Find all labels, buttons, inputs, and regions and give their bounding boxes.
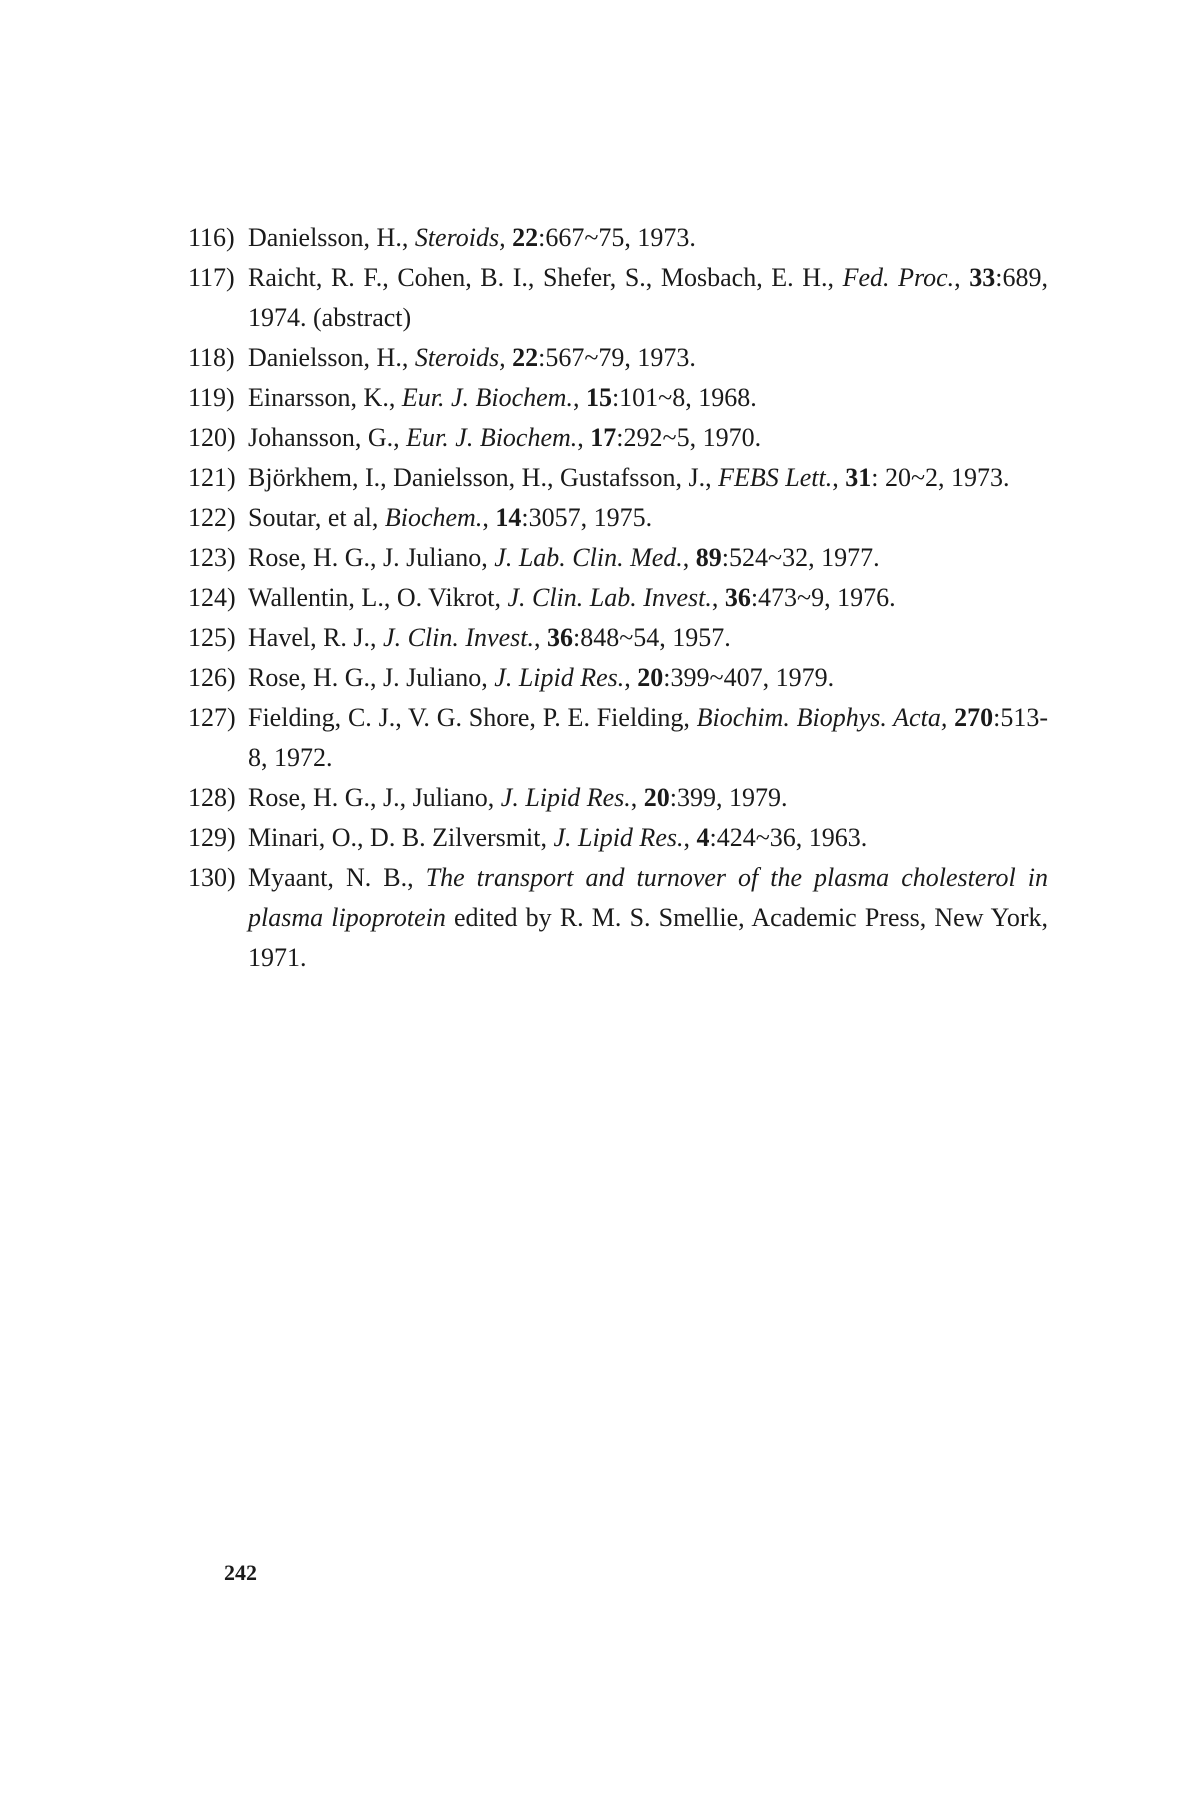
reference-number: 119) bbox=[188, 383, 235, 412]
reference-segment: Minari, O., D. B. Zilversmit, bbox=[248, 823, 554, 852]
reference-segment: , bbox=[832, 463, 846, 492]
reference-text bbox=[248, 378, 1048, 418]
reference-segment: :292~5, 1970. bbox=[616, 423, 762, 452]
reference-number: 129) bbox=[188, 823, 236, 852]
reference-text bbox=[248, 418, 1048, 458]
reference-title: J. Lipid Res. bbox=[500, 783, 631, 812]
reference-number: 116) bbox=[188, 223, 235, 252]
reference-volume: 31 bbox=[845, 463, 872, 492]
reference-text bbox=[248, 818, 1048, 858]
reference-entry bbox=[188, 818, 1048, 858]
reference-segment: :513-8, 1972. bbox=[248, 703, 1048, 772]
reference-title: The transport and turnover of the plasma cholesterol in plasma lipoprotein bbox=[248, 863, 1049, 932]
reference-entry bbox=[188, 538, 1048, 578]
reference-volume: 22 bbox=[512, 343, 539, 372]
reference-number: 120) bbox=[188, 423, 236, 452]
reference-number: 121) bbox=[188, 463, 236, 492]
reference-entry bbox=[188, 498, 1048, 538]
reference-segment: , bbox=[572, 383, 586, 412]
reference-segment: , bbox=[624, 663, 638, 692]
reference-volume: 14 bbox=[495, 503, 522, 532]
reference-number: 122) bbox=[188, 503, 236, 532]
reference-entry bbox=[188, 258, 1048, 338]
reference-volume: 270 bbox=[954, 703, 994, 732]
reference-entry bbox=[188, 418, 1048, 458]
reference-text bbox=[248, 618, 1048, 658]
reference-volume: 4 bbox=[696, 823, 710, 852]
reference-segment: , bbox=[711, 583, 725, 612]
reference-title: Biochem. bbox=[384, 503, 483, 532]
reference-segment: :424~36, 1963. bbox=[709, 823, 868, 852]
reference-segment: Danielsson, H., bbox=[248, 343, 415, 372]
reference-segment: Björkhem, I., Danielsson, H., Gustafsson, J., bbox=[248, 463, 719, 492]
reference-text bbox=[248, 578, 1048, 618]
reference-title: Steroids, bbox=[414, 223, 506, 252]
reference-segment: , bbox=[954, 263, 970, 292]
reference-text bbox=[248, 218, 1048, 258]
reference-segment: Danielsson, H., bbox=[248, 223, 415, 252]
reference-entry bbox=[188, 858, 1048, 978]
reference-segment: :399~407, 1979. bbox=[663, 663, 835, 692]
reference-volume: 17 bbox=[590, 423, 617, 452]
reference-segment: Johansson, G., bbox=[248, 423, 407, 452]
reference-segment: Rose, H. G., J. Juliano, bbox=[248, 543, 495, 572]
reference-title: Eur. J. Biochem. bbox=[406, 423, 578, 452]
reference-list bbox=[188, 218, 1048, 978]
reference-entry bbox=[188, 378, 1048, 418]
reference-text bbox=[248, 658, 1048, 698]
reference-number: 130) bbox=[188, 863, 236, 892]
reference-entry bbox=[188, 658, 1048, 698]
reference-title: FEBS Lett. bbox=[718, 463, 833, 492]
reference-segment: Einarsson, K., bbox=[248, 383, 402, 412]
reference-segment: Fielding, C. J., V. G. Shore, P. E. Fielding, bbox=[248, 703, 697, 732]
reference-segment: , bbox=[482, 503, 496, 532]
reference-number: 124) bbox=[188, 583, 236, 612]
reference-number: 126) bbox=[188, 663, 236, 692]
reference-segment: Wallentin, L., O. Vikrot, bbox=[248, 583, 508, 612]
reference-title: J. Lipid Res. bbox=[553, 823, 684, 852]
reference-volume: 36 bbox=[724, 583, 751, 612]
reference-segment: :689, 1974. (abstract) bbox=[248, 263, 1048, 332]
reference-volume: 22 bbox=[512, 223, 539, 252]
reference-volume: 15 bbox=[585, 383, 612, 412]
reference-segment: :667~75, 1973. bbox=[538, 223, 696, 252]
reference-segment: , bbox=[533, 623, 547, 652]
reference-segment: Rose, H. G., J., Juliano, bbox=[248, 783, 501, 812]
reference-text bbox=[248, 458, 1048, 498]
reference-segment: Havel, R. J., bbox=[248, 623, 384, 652]
reference-text bbox=[248, 858, 1048, 978]
reference-segment: :524~32, 1977. bbox=[721, 543, 880, 572]
reference-text bbox=[248, 538, 1048, 578]
reference-number: 118) bbox=[188, 343, 235, 372]
reference-number: 117) bbox=[188, 263, 235, 292]
reference-segment: Myaant, N. B., bbox=[248, 863, 426, 892]
reference-segment: :848~54, 1957. bbox=[572, 623, 731, 652]
reference-title: Biochim. Biophys. Acta, bbox=[696, 703, 948, 732]
reference-entry bbox=[188, 458, 1048, 498]
reference-title: Fed. Proc. bbox=[842, 263, 955, 292]
reference-volume: 20 bbox=[637, 663, 664, 692]
reference-segment: , bbox=[683, 823, 697, 852]
reference-segment: :567~79, 1973. bbox=[538, 343, 696, 372]
reference-title: J. Clin. Invest. bbox=[383, 623, 534, 652]
reference-segment: edited by R. M. S. Smellie, Academic Press, New York, 1971. bbox=[248, 903, 1048, 972]
reference-number: 123) bbox=[188, 543, 236, 572]
reference-number: 127) bbox=[188, 703, 236, 732]
reference-segment: :3057, 1975. bbox=[521, 503, 653, 532]
reference-title: Eur. J. Biochem. bbox=[401, 383, 573, 412]
reference-title: Steroids, bbox=[414, 343, 506, 372]
reference-segment: Soutar, et al, bbox=[248, 503, 385, 532]
reference-volume: 89 bbox=[695, 543, 722, 572]
reference-entry bbox=[188, 698, 1048, 778]
reference-volume: 36 bbox=[546, 623, 573, 652]
reference-text bbox=[248, 498, 1048, 538]
reference-text bbox=[248, 338, 1048, 378]
reference-segment: :473~9, 1976. bbox=[750, 583, 896, 612]
reference-title: J. Lipid Res. bbox=[494, 663, 625, 692]
reference-text bbox=[248, 698, 1048, 778]
reference-entry bbox=[188, 618, 1048, 658]
reference-number: 128) bbox=[188, 783, 236, 812]
reference-text bbox=[248, 258, 1048, 338]
reference-segment: , bbox=[577, 423, 591, 452]
reference-volume: 20 bbox=[643, 783, 670, 812]
reference-title: J. Clin. Lab. Invest. bbox=[507, 583, 712, 612]
reference-entry bbox=[188, 778, 1048, 818]
reference-segment: : 20~2, 1973. bbox=[871, 463, 1010, 492]
reference-entry bbox=[188, 578, 1048, 618]
reference-entry bbox=[188, 338, 1048, 378]
reference-segment: , bbox=[630, 783, 644, 812]
reference-segment: Raicht, R. F., Cohen, B. I., Shefer, S., Mosbach, E. H., bbox=[248, 263, 843, 292]
reference-entry bbox=[188, 218, 1048, 258]
reference-segment: :399, 1979. bbox=[669, 783, 788, 812]
reference-segment: Rose, H. G., J. Juliano, bbox=[248, 663, 495, 692]
reference-volume: 33 bbox=[969, 263, 996, 292]
reference-number: 125) bbox=[188, 623, 236, 652]
reference-segment: :101~8, 1968. bbox=[611, 383, 757, 412]
reference-text bbox=[248, 778, 1048, 818]
page-number: 242 bbox=[224, 1560, 257, 1585]
reference-title: J. Lab. Clin. Med. bbox=[494, 543, 683, 572]
reference-segment: , bbox=[682, 543, 696, 572]
